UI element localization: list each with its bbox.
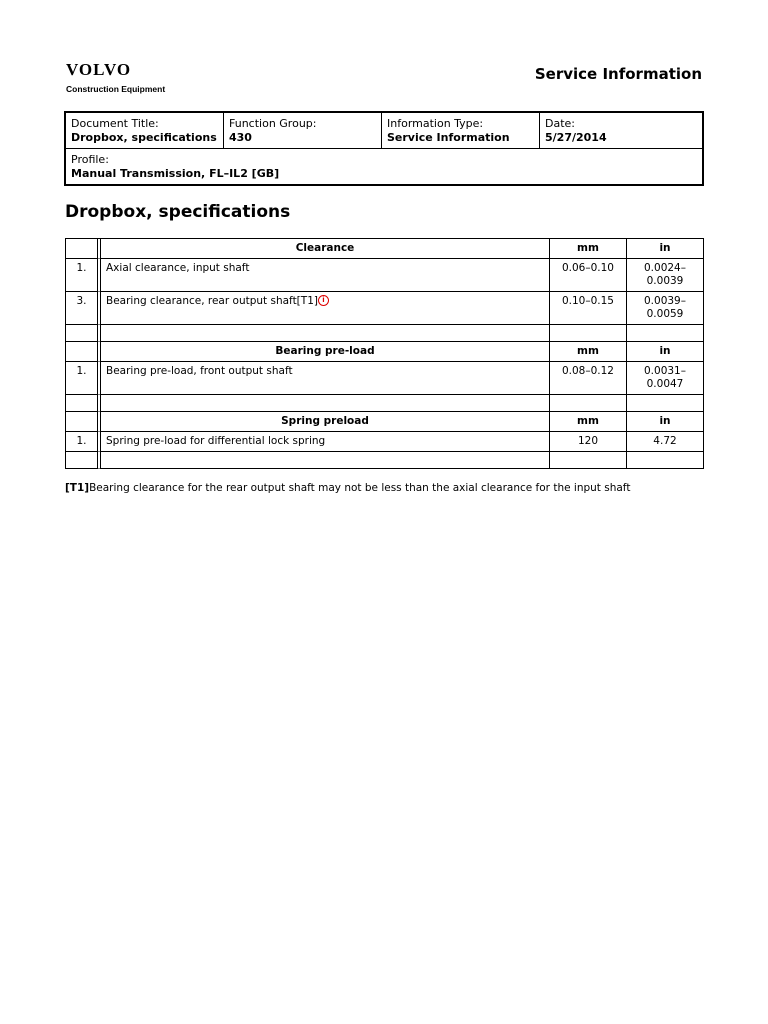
table-row xyxy=(66,362,704,395)
page-heading: Dropbox, specifications xyxy=(65,202,291,222)
section-header-row xyxy=(66,239,704,259)
meta-value: 430 xyxy=(229,131,252,144)
row-number: 3. xyxy=(66,292,101,325)
section-title: Bearing pre-load xyxy=(101,342,550,362)
meta-information-type xyxy=(382,112,540,149)
value-in: 0.0039– 0.0059 xyxy=(627,292,704,325)
meta-function-group xyxy=(224,112,382,149)
header-num-cell xyxy=(66,239,101,259)
column-header-in: in xyxy=(627,239,704,259)
meta-label: Information Type: xyxy=(387,117,484,130)
row-number: 1. xyxy=(66,432,101,452)
empty-cell xyxy=(101,452,550,469)
meta-label: Date: xyxy=(545,117,575,130)
footnote-text: Bearing clearance for the rear output shaft may not be less than the axial clearance for the input shaft xyxy=(89,482,631,494)
meta-value: Dropbox, specifications xyxy=(71,131,217,144)
column-header-in: in xyxy=(627,412,704,432)
row-number: 1. xyxy=(66,259,101,292)
empty-cell xyxy=(66,452,101,469)
column-header-mm: mm xyxy=(550,412,627,432)
meta-date xyxy=(540,112,704,149)
row-description-text: Bearing clearance, rear output shaft[T1] xyxy=(106,295,318,307)
empty-cell xyxy=(101,325,550,342)
empty-cell xyxy=(550,395,627,412)
column-header-mm: mm xyxy=(550,342,627,362)
meta-profile xyxy=(65,149,703,186)
service-information-title: Service Information xyxy=(534,65,702,83)
table-row xyxy=(66,432,704,452)
value-mm: 0.06–0.10 xyxy=(550,259,627,292)
empty-cell xyxy=(627,395,704,412)
empty-cell xyxy=(66,395,101,412)
row-description-text: Spring pre-load for differential lock spring xyxy=(106,435,326,447)
volvo-logo xyxy=(66,61,165,94)
table-row xyxy=(66,259,704,292)
value-in: 0.0024– 0.0039 xyxy=(627,259,704,292)
row-description xyxy=(101,292,550,325)
empty-cell xyxy=(550,325,627,342)
row-description-text: Axial clearance, input shaft xyxy=(106,262,250,274)
section-title: Spring preload xyxy=(101,412,550,432)
value-mm: 0.08–0.12 xyxy=(550,362,627,395)
info-icon[interactable]: i xyxy=(318,295,329,306)
footnote-ref: [T1] xyxy=(65,482,90,494)
section-title: Clearance xyxy=(101,239,550,259)
row-description xyxy=(101,432,550,452)
section-header-row xyxy=(66,342,704,362)
row-description xyxy=(101,362,550,395)
document-meta-table xyxy=(64,111,704,186)
empty-cell xyxy=(101,395,550,412)
specifications-table xyxy=(65,238,704,469)
meta-document-title xyxy=(65,112,224,149)
section-header-row xyxy=(66,412,704,432)
value-mm: 0.10–0.15 xyxy=(550,292,627,325)
table-row xyxy=(66,292,704,325)
row-description xyxy=(101,259,550,292)
value-in: 4.72 xyxy=(627,432,704,452)
empty-cell xyxy=(627,325,704,342)
empty-cell xyxy=(66,325,101,342)
meta-label: Function Group: xyxy=(229,117,317,130)
row-number: 1. xyxy=(66,362,101,395)
footnote xyxy=(65,482,630,494)
column-header-mm: mm xyxy=(550,239,627,259)
header-num-cell xyxy=(66,412,101,432)
empty-cell xyxy=(627,452,704,469)
empty-row xyxy=(66,452,704,469)
value-mm: 120 xyxy=(550,432,627,452)
column-header-in: in xyxy=(627,342,704,362)
logo-wordmark: VOLVO xyxy=(66,60,132,79)
logo-subtitle: Construction Equipment xyxy=(66,84,166,94)
meta-value: Manual Transmission, FL–IL2 [GB] xyxy=(71,167,280,180)
row-description-text: Bearing pre-load, front output shaft xyxy=(106,365,293,377)
empty-row xyxy=(66,325,704,342)
meta-label: Profile: xyxy=(71,153,109,166)
value-in: 0.0031– 0.0047 xyxy=(627,362,704,395)
meta-value: 5/27/2014 xyxy=(545,131,607,144)
meta-value: Service Information xyxy=(387,131,510,144)
empty-row xyxy=(66,395,704,412)
empty-cell xyxy=(550,452,627,469)
header-num-cell xyxy=(66,342,101,362)
meta-label: Document Title: xyxy=(71,117,159,130)
